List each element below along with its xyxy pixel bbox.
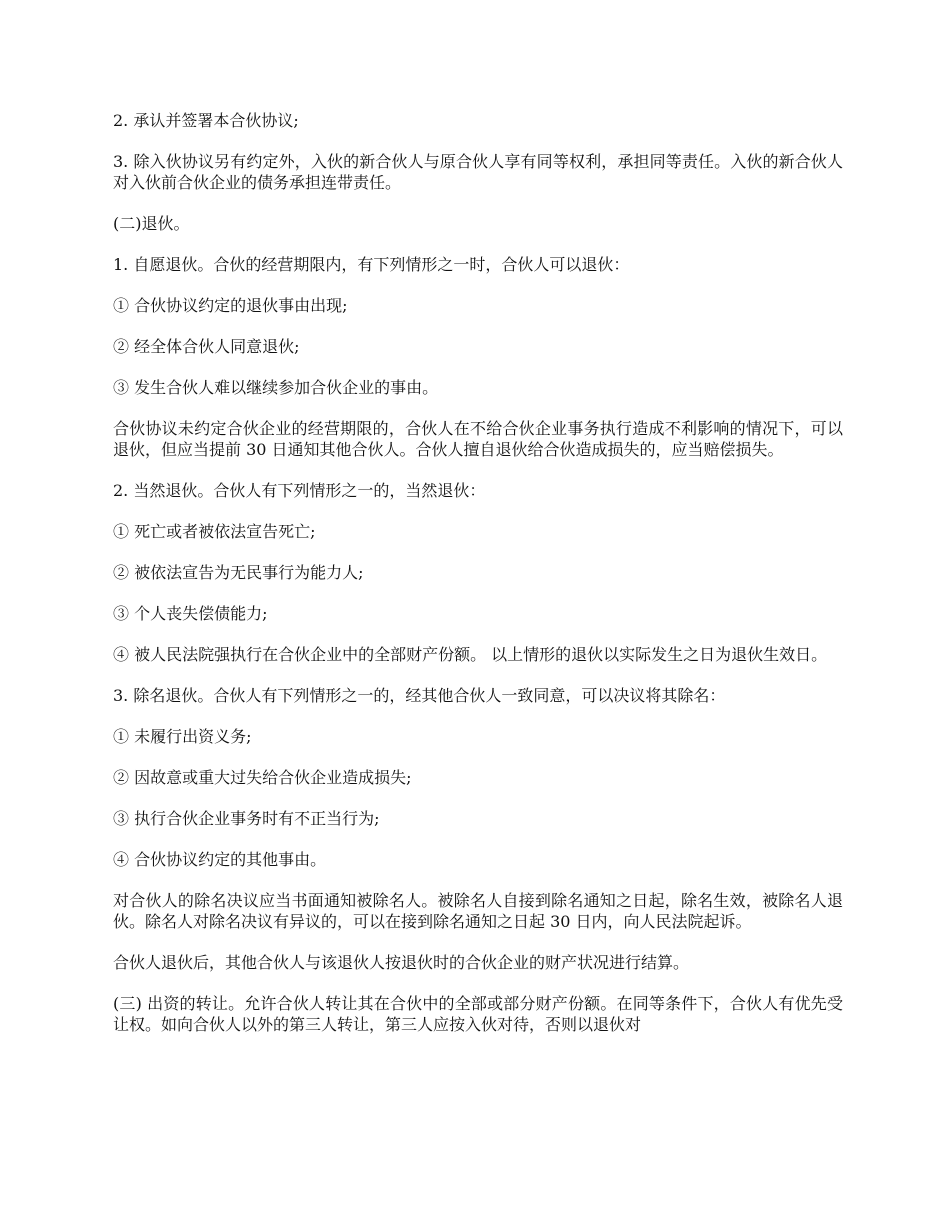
paragraph-expulsion: 3. 除名退伙。合伙人有下列情形之一的，经其他合伙人一致同意，可以决议将其除名： [113, 686, 726, 705]
list-item: ② 被依法宣告为无民事行为能力人; [113, 563, 364, 582]
paragraph-expulsion-notice: 对合伙人的除名决议应当书面通知被除名人。被除名人自接到除名通知之日起，除名生效，被除名人退伙。除名人对除名决议有异议的，可以在接到除名通知之日起 30 日内，向人民法院起诉。 [113, 891, 843, 931]
list-item: ① 未履行出资义务; [113, 727, 252, 746]
paragraph-1: 2. 承认并签署本合伙协议; [113, 111, 299, 130]
paragraph-capital-transfer: (三) 出资的转让。允许合伙人转让其在合伙中的全部或部分财产份额。在同等条件下，合伙人有优先受让权。如向合伙人以外的第三人转让，第三人应按入伙对待，否则以退伙对 [113, 994, 843, 1034]
paragraph-voluntary-withdrawal: 1. 自愿退伙。合伙的经营期限内，有下列情形之一时，合伙人可以退伙： [113, 255, 630, 274]
list-item: ② 因故意或重大过失给合伙企业造成损失; [113, 768, 412, 787]
paragraph-settlement: 合伙人退伙后，其他合伙人与该退伙人按退伙时的合伙企业的财产状况进行结算。 [113, 953, 690, 972]
list-item: ③ 执行合伙企业事务时有不正当行为; [113, 809, 380, 828]
document-page [113, 110, 843, 1055]
list-item: ① 合伙协议约定的退伙事由出现; [113, 296, 348, 315]
section-heading-withdrawal: (二)退伙。 [113, 214, 190, 233]
list-item: ② 经全体合伙人同意退伙; [113, 337, 300, 356]
paragraph-automatic-withdrawal: 2. 当然退伙。合伙人有下列情形之一的，当然退伙： [113, 481, 486, 500]
list-item: ④ 被人民法院强执行在合伙企业中的全部财产份额。 以上情形的退伙以实际发生之日为退伙生效日。 [113, 645, 828, 664]
list-item: ③ 个人丧失偿债能力; [113, 604, 268, 623]
paragraph-2: 3. 除入伙协议另有约定外，入伙的新合伙人与原合伙人享有同等权利，承担同等责任。入伙的新合伙人对入伙前合伙企业的债务承担连带责任。 [113, 152, 843, 192]
list-item: ④ 合伙协议约定的其他事由。 [113, 850, 327, 869]
list-item: ③ 发生合伙人难以继续参加合伙企业的事由。 [113, 378, 439, 397]
list-item: ① 死亡或者被依法宣告死亡; [113, 522, 316, 541]
paragraph-notice-period: 合伙协议未约定合伙企业的经营期限的，合伙人在不给合伙企业事务执行造成不利影响的情况下，可以退伙，但应当提前 30 日通知其他合伙人。合伙人擅自退伙给合伙造成损失的，应当赔偿损失。 [113, 419, 843, 459]
